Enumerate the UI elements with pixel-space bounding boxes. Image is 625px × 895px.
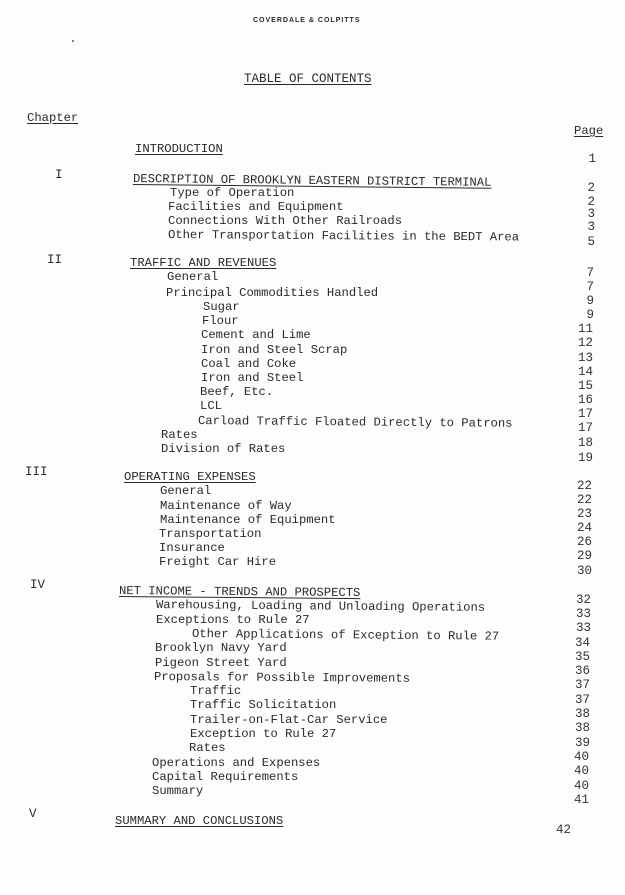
page-number: 7 [586,280,594,294]
page-number: 34 [574,636,590,650]
page-number: 29 [576,549,592,563]
chapter-numeral: V [29,807,37,821]
toc-entry: General [167,270,219,284]
page-number: 11 [577,322,593,336]
chapter-title: SUMMARY AND CONCLUSIONS [115,814,284,828]
toc-title: TABLE OF CONTENTS [244,72,372,86]
chapter-title: OPERATING EXPENSES [124,470,256,484]
page-number: 1 [588,152,596,166]
page-number: 22 [576,493,592,507]
toc-entry: Flour [202,314,239,328]
toc-entry: Iron and Steel [201,371,304,385]
page-number: 39 [574,736,590,750]
page-number: 37 [574,678,590,692]
page-number: 16 [577,393,593,407]
toc-entry: Summary [152,784,204,798]
chapter-numeral: I [55,168,63,182]
page-number: 32 [575,593,591,607]
chapter-title: NET INCOME - TRENDS AND PROSPECTS [118,584,361,601]
toc-entry: Facilities and Equipment [168,200,344,214]
chapter-numeral: III [25,465,48,479]
chapter-column-header: Chapter [27,111,79,125]
page-number: 38 [574,707,590,721]
page-number: 33 [575,621,591,635]
page-number: 12 [577,336,593,350]
toc-entry: Iron and Steel Scrap [201,343,348,357]
page-number: 41 [573,793,589,807]
toc-entry: Carload Traffic Floated Directly to Patrons [197,414,513,431]
toc-entry: Rates [161,428,198,442]
page-number: 40 [573,764,589,778]
toc-entry: Exceptions to Rule 27 [156,613,310,627]
page-number: 17 [577,421,593,435]
page-number: 38 [574,721,590,735]
page-number: 40 [573,779,589,793]
toc-entry: Transportation [159,527,262,541]
page-number: 18 [577,436,593,450]
page-number: 7 [586,266,594,280]
toc-entry: Principal Commodities Handled [166,286,379,300]
toc-entry: Capital Requirements [152,770,299,784]
toc-entry: Type of Operation [170,186,295,200]
page-number: 40 [573,750,589,764]
chapter-title-introduction: INTRODUCTION [135,142,223,156]
letterhead: COVERDALE & COLPITTS [253,17,361,24]
toc-entry: General [160,484,212,498]
toc-entry: LCL [200,399,222,413]
toc-entry: Cement and Lime [201,328,311,342]
page-number: 3 [587,220,595,234]
page-number: 26 [576,535,592,549]
page-number: 37 [574,693,590,707]
toc-entry: Coal and Coke [201,357,297,371]
toc-entry: Trailer-on-Flat-Car Service [190,713,388,727]
page-number: 2 [587,195,595,209]
toc-entry: Insurance [159,541,225,555]
page-number: 2 [587,181,595,195]
page-number: 15 [577,379,593,393]
chapter-title: TRAFFIC AND REVENUES [130,256,277,270]
page-number: 35 [574,650,590,664]
page-number: 33 [575,607,591,621]
chapter-numeral: II [47,253,63,267]
toc-entry: Pigeon Street Yard [155,656,287,670]
toc-entry: Division of Rates [161,442,286,456]
page-number: 5 [587,235,595,249]
page-number: 24 [576,521,592,535]
speck [72,40,74,42]
page-number: 23 [576,507,592,521]
toc-entry: Operations and Expenses [152,756,321,770]
page-number: 9 [586,294,594,308]
toc-entry: Proposals for Possible Improvements [153,670,411,686]
toc-entry: Freight Car Hire [159,555,277,569]
toc-entry: Rates [189,741,226,755]
toc-entry: Other Applications of Exception to Rule 27 [191,627,500,644]
toc-entry: Traffic Solicitation [190,698,337,712]
page-number: 19 [577,451,593,465]
toc-entry: Traffic [190,684,242,698]
page-column-header: Page [574,124,604,138]
toc-entry: Other Transportation Facilities in the BEDT Area [167,228,520,245]
toc-entry: Connections With Other Railroads [168,214,403,228]
toc-entry: Maintenance of Way [160,499,292,513]
page-number: 42 [555,823,571,837]
page-number: 36 [574,664,590,678]
page-number: 17 [577,407,593,421]
page-number: 22 [576,479,592,493]
page-number: 30 [576,564,592,578]
toc-entry: Beef, Etc. [200,385,274,399]
toc-entry: Brooklyn Navy Yard [155,641,287,655]
toc-entry: Maintenance of Equipment [160,513,336,527]
chapter-numeral: IV [30,578,46,592]
chapter-title: DESCRIPTION OF BROOKLYN EASTERN DISTRICT TERMINAL [132,172,492,190]
toc-entry: Exception to Rule 27 [190,727,337,741]
page-number: 13 [577,351,593,365]
toc-entry: Sugar [203,300,240,314]
page-number: 3 [587,207,595,221]
page-number: 9 [586,308,594,322]
page-number: 14 [577,365,593,379]
toc-entry: Warehousing, Loading and Unloading Operations [155,598,486,615]
